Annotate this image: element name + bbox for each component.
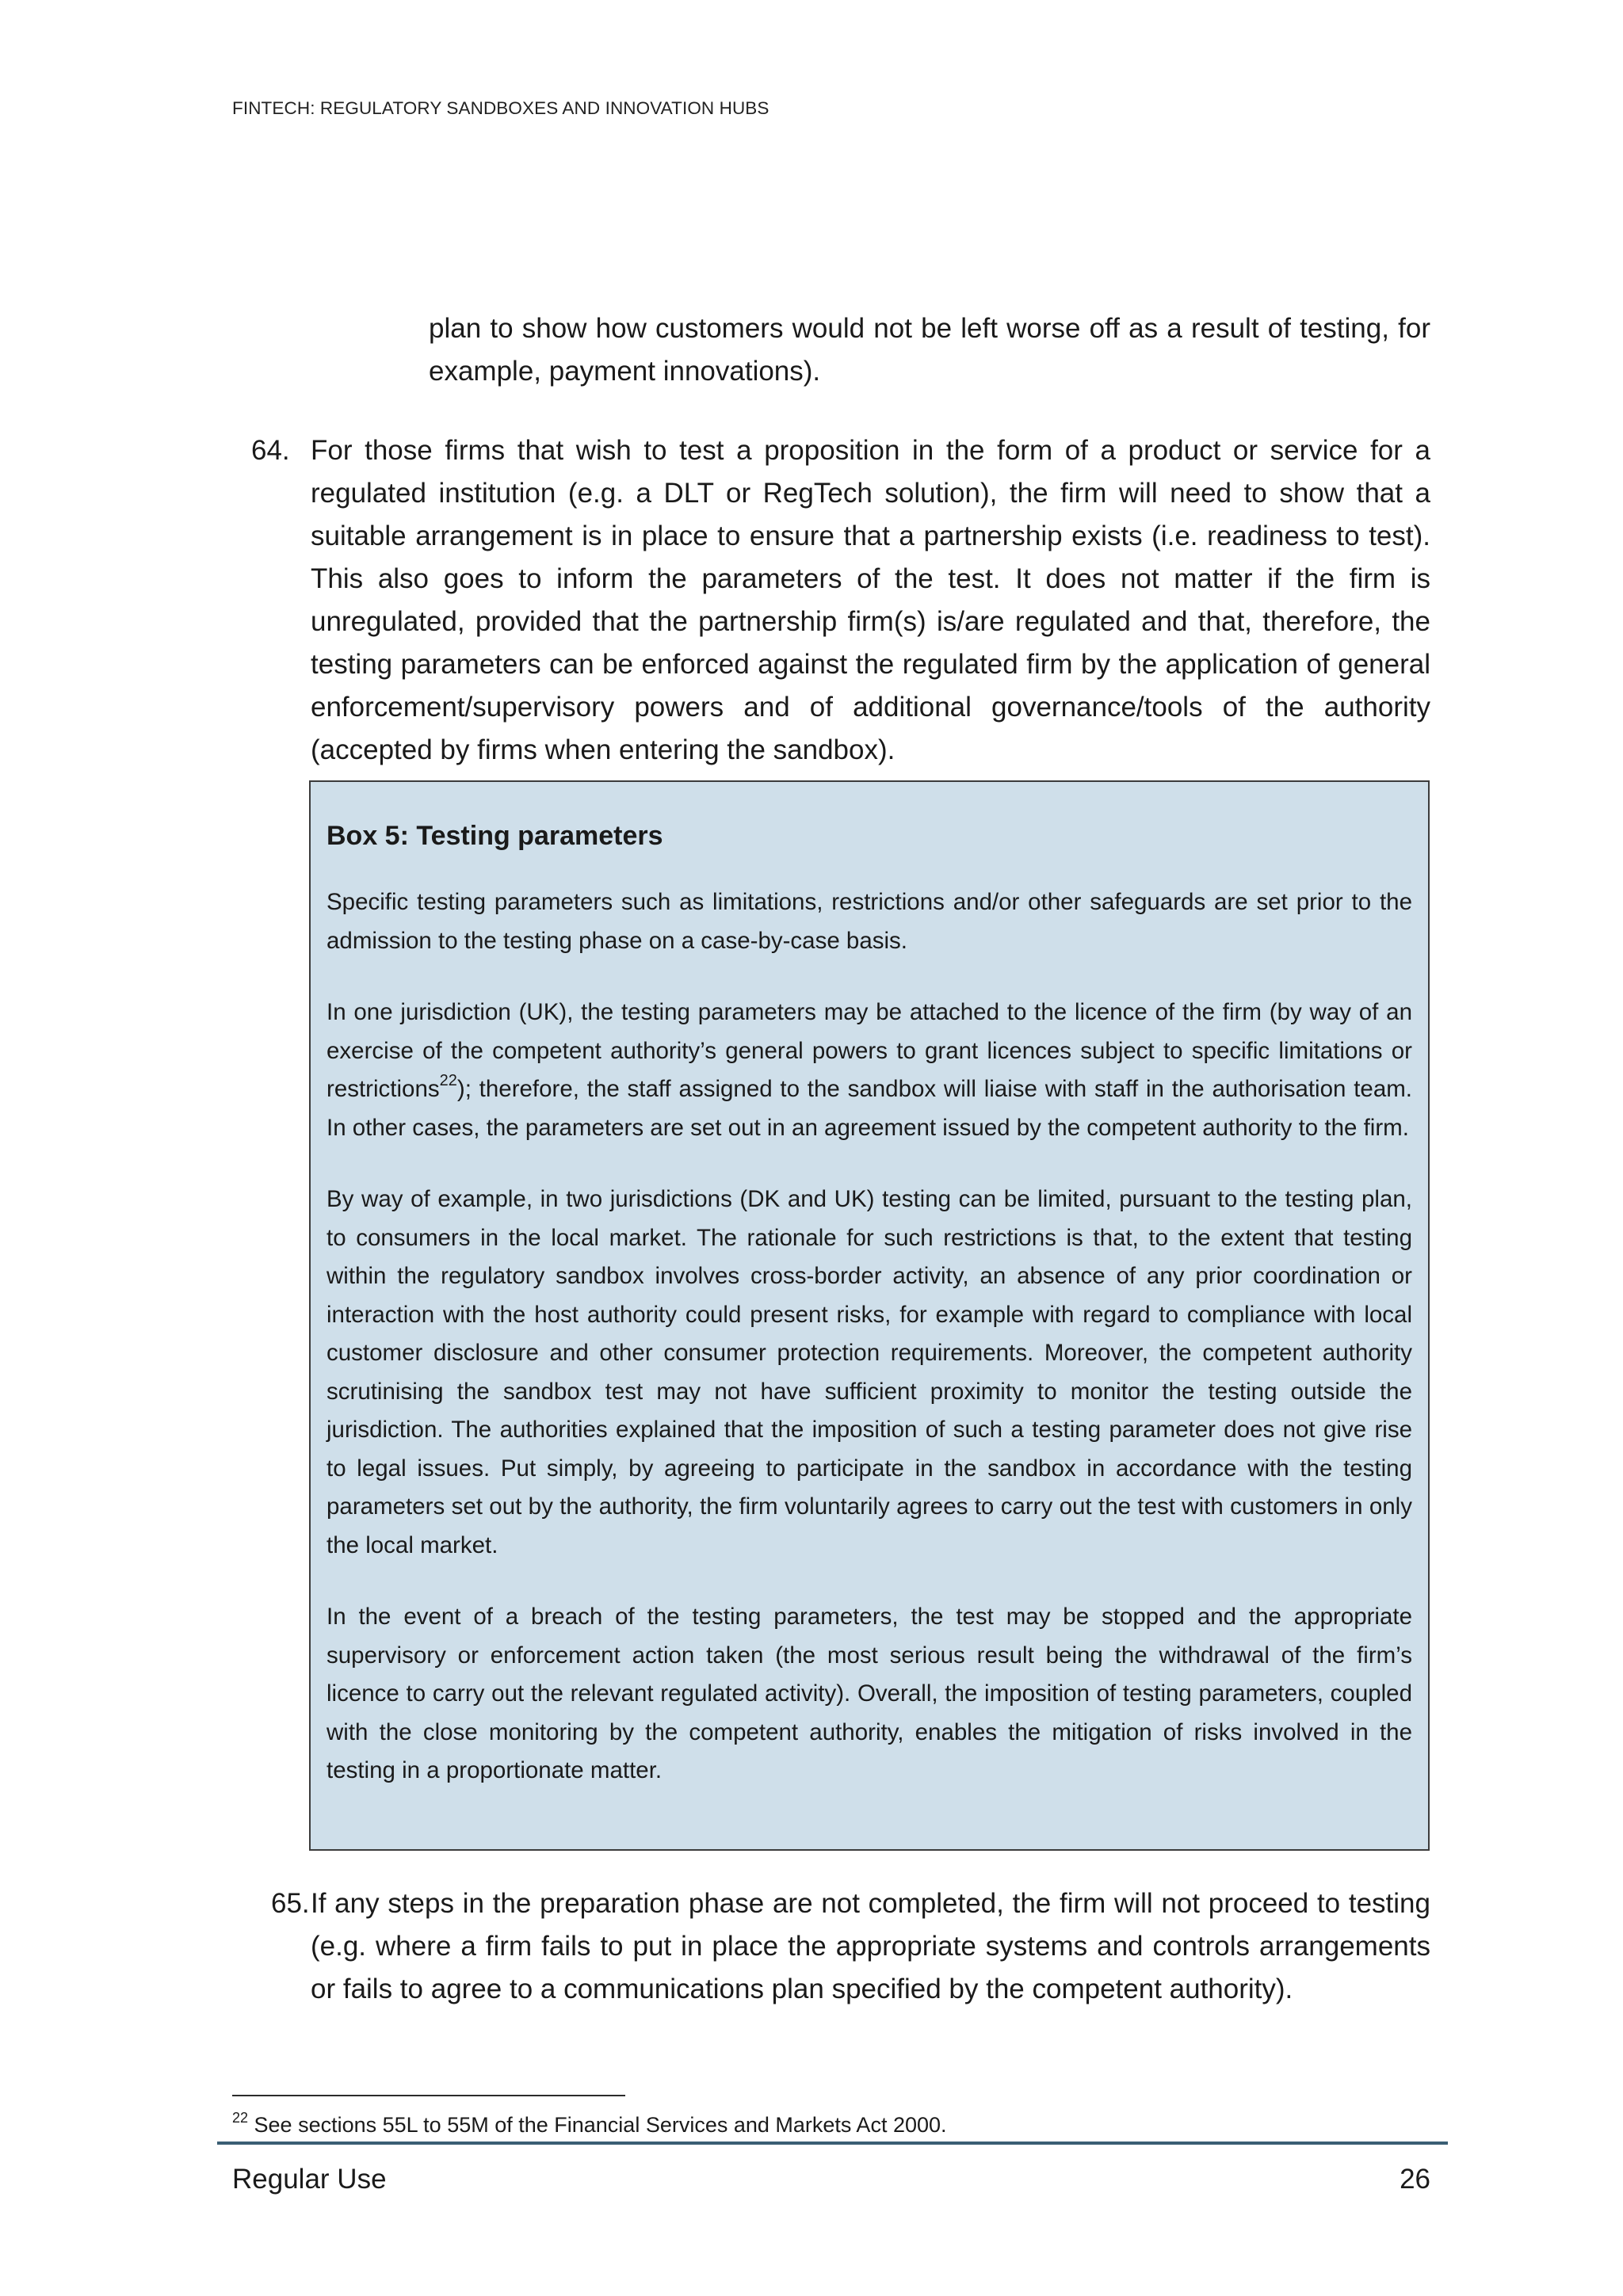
footer-divider	[217, 2142, 1448, 2145]
box-paragraph	[327, 994, 1412, 1147]
paragraph-64	[251, 429, 1430, 772]
paragraph-text: For those firms that wish to test a proposition in the form of a product or service for a regulated institution (e.g. a DLT or RegTech solution), the firm will need to show that a suitable arrangement is in place to ensure that a partnership exists (i.e. readiness to test). This also goes to inform the parameters of the test. It does not matter if the firm is unregulated, provided that the partnership firm(s) is/are regulated and that, therefore, the testing parameters can be enforced against the regulated firm by the application of general enforcement/supervisory powers and of additional governance/tools of the authority (accepted by firms when entering the sandbox).	[311, 435, 1430, 765]
box-text: ); therefore, the staff assigned to the sandbox will liaise with staff in the authorisation team. In other cases, the parameters are set out in an agreement issued by the competent authority to the firm.	[327, 1076, 1412, 1141]
footnote-number: 22	[232, 2110, 249, 2126]
box-paragraph: By way of example, in two jurisdictions (DK and UK) testing can be limited, pursuant to the testing plan, to consumers in the local market. The rationale for such restrictions is that, to the extent that testing within the regulatory sandbox involves cross-border activity, an absence of any prior coordination or interaction with the host authority could present risks, for example with regard to compliance with local customer disclosure and other consumer protection requirements. Moreover, the competent authority scrutinising the sandbox test may not have sufficient proximity to monitor the testing outside the jurisdiction. The authorities explained that the imposition of such a testing parameter does not give rise to legal issues. Put simply, by agreeing to participate in the sandbox in accordance with the testing parameters set out by the authority, the firm voluntarily agrees to carry out the test with customers in only the local market.	[327, 1186, 1412, 1558]
box-paragraph: In the event of a breach of the testing parameters, the test may be stopped and the appropriate supervisory or enforcement action taken (the most serious result being the withdrawal of the firm’s licence to carry out the relevant regulated activity). Overall, the imposition of testing parameters, coupled with the close monitoring by the competent authority, enables the mitigation of risks involved in the testing in a proportionate matter.	[327, 1604, 1412, 1783]
paragraph-number: 64.	[251, 435, 290, 466]
paragraph-65	[271, 1882, 1430, 2011]
box-title: Box 5: Testing parameters	[327, 821, 663, 851]
footnote-separator	[232, 2095, 625, 2096]
continuation-text: plan to show how customers would not be left worse off as a result of testing, for example, payment innovations).	[429, 313, 1430, 387]
footnote-text: See sections 55L to 55M of the Financial Services and Markets Act 2000.	[248, 2113, 947, 2137]
page-number: 26	[1400, 2164, 1430, 2195]
box-text: In one jurisdiction (UK), the testing parameters may be attached to the licence of the firm (by way of an exercise of the competent authority’s general powers to grant licences subject to specific limitations or restrictions	[327, 999, 1412, 1102]
running-header: FINTECH: REGULATORY SANDBOXES AND INNOVATION HUBS	[232, 98, 769, 118]
paragraph-text: If any steps in the preparation phase are not completed, the firm will not proceed to testing (e.g. where a firm fails to put in place the appropriate systems and controls arrangements or fails to agree to a communications plan specified by the competent authority).	[311, 1888, 1430, 2004]
box-paragraph: Specific testing parameters such as limitations, restrictions and/or other safeguards are set prior to the admission to the testing phase on a case-by-case basis.	[327, 889, 1412, 954]
footer-classification: Regular Use	[232, 2164, 387, 2195]
footnote-reference[interactable]: 22	[439, 1072, 457, 1089]
paragraph-number: 65.	[271, 1888, 310, 1919]
footnote	[232, 2111, 947, 2138]
testing-parameters-box	[309, 780, 1430, 1851]
